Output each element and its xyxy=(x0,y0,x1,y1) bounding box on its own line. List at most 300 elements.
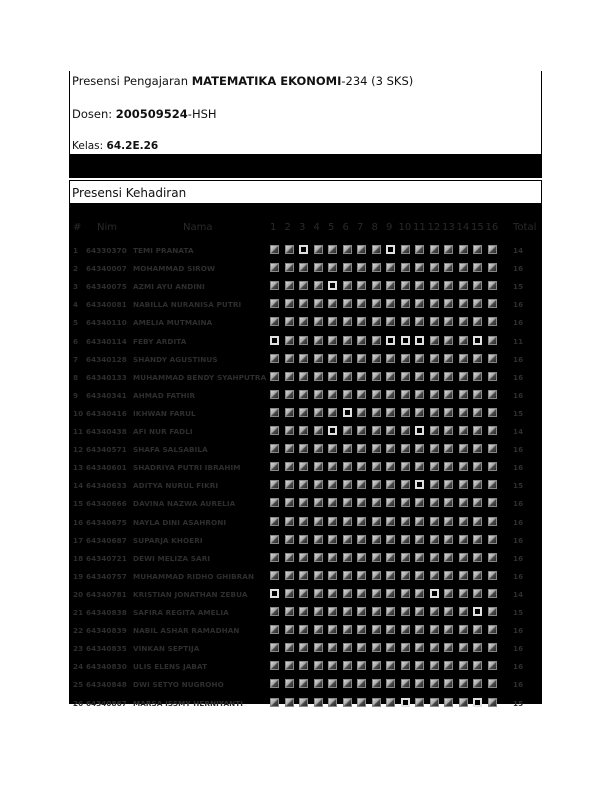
student-nim: 64340341 xyxy=(86,390,127,400)
attendance-box-present xyxy=(459,698,468,707)
row-number: 18 xyxy=(73,553,84,563)
lecturer-line xyxy=(72,107,217,121)
attendance-box-present xyxy=(343,517,352,526)
attendance-box-present xyxy=(299,571,308,580)
student-nim: 64340007 xyxy=(86,264,127,274)
lecturer-id: 200509524 xyxy=(115,107,188,121)
attendance-box-present xyxy=(285,535,294,544)
attendance-box-present xyxy=(285,372,294,381)
attendance-box-present xyxy=(401,661,410,670)
attendance-box-present xyxy=(357,426,366,435)
attendance-box-present xyxy=(270,607,279,616)
row-number: 9 xyxy=(73,390,79,400)
attendance-box-present xyxy=(415,698,424,707)
attendance-box-present xyxy=(444,245,453,254)
student-total: 14 xyxy=(513,427,524,436)
student-name: ADITYA NURUL FIKRI xyxy=(133,481,219,491)
attendance-box-present xyxy=(328,571,337,580)
attendance-box-present xyxy=(488,480,497,489)
student-nim: 64340416 xyxy=(86,408,127,418)
attendance-box-present xyxy=(459,390,468,399)
attendance-box-present xyxy=(343,698,352,707)
attendance-box-present xyxy=(343,661,352,670)
attendance-box-present xyxy=(314,462,323,471)
attendance-box-present xyxy=(430,480,439,489)
attendance-box-present xyxy=(430,498,439,507)
attendance-box-present xyxy=(299,354,308,363)
table-row xyxy=(69,676,542,694)
attendance-box-present xyxy=(357,625,366,634)
attendance-box-present xyxy=(444,661,453,670)
attendance-box-present xyxy=(285,571,294,580)
row-number: 3 xyxy=(73,282,79,292)
attendance-box-present xyxy=(328,679,337,688)
attendance-box-present xyxy=(270,679,279,688)
col-header-session-11: 11 xyxy=(413,222,426,233)
attendance-box-present xyxy=(299,553,308,562)
student-total: 16 xyxy=(513,372,524,382)
attendance-box-present xyxy=(459,553,468,562)
attendance-box-present xyxy=(401,281,410,290)
student-nim: 64340867 xyxy=(86,698,127,708)
attendance-box-present xyxy=(444,480,453,489)
attendance-box-present xyxy=(415,498,424,507)
attendance-box-present xyxy=(328,553,337,562)
attendance-box-present xyxy=(328,245,337,254)
student-nim: 64340838 xyxy=(86,608,127,617)
attendance-box-present xyxy=(285,336,294,345)
col-header-nim: Nim xyxy=(97,222,117,233)
attendance-box-present xyxy=(415,354,424,363)
attendance-box-present xyxy=(314,372,323,381)
attendance-box-present xyxy=(401,625,410,634)
attendance-box-present xyxy=(270,281,279,290)
table-row xyxy=(69,568,542,586)
attendance-box-present xyxy=(314,299,323,308)
class-code: 64.2E.26 xyxy=(106,140,159,152)
attendance-box-present xyxy=(473,498,482,507)
attendance-box-present xyxy=(444,462,453,471)
attendance-box-present xyxy=(459,372,468,381)
attendance-box-present xyxy=(401,444,410,453)
attendance-box-present xyxy=(357,263,366,272)
attendance-box-absent xyxy=(415,336,424,345)
attendance-box-present xyxy=(314,317,323,326)
attendance-box-present xyxy=(314,245,323,254)
attendance-box-present xyxy=(444,390,453,399)
attendance-box-present xyxy=(270,462,279,471)
attendance-box-present xyxy=(488,426,497,435)
attendance-box-present xyxy=(473,517,482,526)
col-header-session-3: 3 xyxy=(299,222,306,233)
attendance-box-present xyxy=(415,281,424,290)
attendance-box-present xyxy=(473,462,482,471)
attendance-box-present xyxy=(285,625,294,634)
table-row xyxy=(69,260,542,278)
attendance-box-present xyxy=(328,607,337,616)
student-nim: 64340830 xyxy=(86,662,127,672)
col-header-session-9: 9 xyxy=(386,222,393,233)
attendance-box-present xyxy=(343,535,352,544)
attendance-box-present xyxy=(343,462,352,471)
attendance-box-present xyxy=(415,607,424,616)
attendance-box-present xyxy=(415,661,424,670)
student-nim: 64340633 xyxy=(86,481,127,491)
attendance-box-present xyxy=(299,517,308,526)
attendance-box-present xyxy=(386,535,395,544)
attendance-box-present xyxy=(299,698,308,707)
student-total: 16 xyxy=(513,300,524,310)
attendance-box-present xyxy=(430,408,439,417)
attendance-box-present xyxy=(328,625,337,634)
attendance-box-present xyxy=(401,679,410,688)
attendance-box-present xyxy=(343,498,352,507)
attendance-box-present xyxy=(372,589,381,598)
attendance-box-present xyxy=(473,390,482,399)
attendance-box-present xyxy=(430,317,439,326)
attendance-box-present xyxy=(386,317,395,326)
student-total: 16 xyxy=(513,535,524,545)
attendance-box-present xyxy=(459,480,468,489)
attendance-box-present xyxy=(459,408,468,417)
attendance-box-present xyxy=(386,299,395,308)
attendance-box-present xyxy=(357,679,366,688)
left-border xyxy=(69,71,70,154)
attendance-box-present xyxy=(357,480,366,489)
attendance-box-present xyxy=(386,372,395,381)
attendance-box-present xyxy=(328,661,337,670)
lecturer-label: Dosen: xyxy=(72,107,116,121)
attendance-box-present xyxy=(343,317,352,326)
attendance-box-present xyxy=(357,281,366,290)
attendance-box-present xyxy=(444,553,453,562)
table-row xyxy=(69,495,542,513)
attendance-box-present xyxy=(357,245,366,254)
student-name: IKHWAN FARUL xyxy=(133,408,196,418)
class-line xyxy=(72,140,158,152)
row-number: 22 xyxy=(73,626,84,636)
attendance-box-present xyxy=(386,498,395,507)
student-total: 16 xyxy=(513,626,524,636)
attendance-box-present xyxy=(401,571,410,580)
attendance-box-present xyxy=(314,263,323,272)
attendance-box-present xyxy=(473,408,482,417)
attendance-box-present xyxy=(444,535,453,544)
attendance-box-present xyxy=(488,698,497,707)
attendance-box-present xyxy=(328,517,337,526)
attendance-box-present xyxy=(270,354,279,363)
col-header-session-10: 10 xyxy=(398,222,412,233)
attendance-box-absent xyxy=(415,480,424,489)
attendance-box-present xyxy=(415,625,424,634)
attendance-box-present xyxy=(386,462,395,471)
attendance-box-present xyxy=(444,354,453,363)
col-header-session-2: 2 xyxy=(284,222,291,233)
student-nim: 64340110 xyxy=(86,318,127,328)
attendance-box-present xyxy=(372,263,381,272)
attendance-box-present xyxy=(444,589,453,598)
row-number: 13 xyxy=(73,463,84,473)
student-total: 16 xyxy=(513,318,524,328)
attendance-box-present xyxy=(430,372,439,381)
lecturer-suffix: -HSH xyxy=(187,107,217,121)
table-row xyxy=(69,459,542,477)
attendance-box-present xyxy=(401,299,410,308)
attendance-box-present xyxy=(386,607,395,616)
attendance-box-present xyxy=(488,589,497,598)
attendance-box-present xyxy=(459,317,468,326)
row-number: 6 xyxy=(73,336,79,346)
attendance-box-present xyxy=(328,336,337,345)
attendance-box-present xyxy=(386,553,395,562)
attendance-box-present xyxy=(386,426,395,435)
col-header-session-13: 13 xyxy=(442,222,455,233)
attendance-box-present xyxy=(444,698,453,707)
attendance-box-present xyxy=(299,462,308,471)
student-nim: 64340438 xyxy=(86,427,127,436)
table-row xyxy=(69,423,542,441)
student-total: 15 xyxy=(513,698,524,708)
attendance-box-present xyxy=(299,661,308,670)
row-number: 23 xyxy=(73,644,84,654)
attendance-box-present xyxy=(299,444,308,453)
student-total: 14 xyxy=(513,589,524,599)
attendance-table xyxy=(69,204,542,708)
attendance-box-present xyxy=(401,245,410,254)
attendance-box-absent xyxy=(328,281,337,290)
attendance-box-present xyxy=(459,517,468,526)
attendance-box-present xyxy=(459,571,468,580)
attendance-box-present xyxy=(372,517,381,526)
col-header-session-7: 7 xyxy=(357,222,364,233)
attendance-box-present xyxy=(473,643,482,652)
title-prefix: Presensi Pengajaran xyxy=(72,74,192,88)
attendance-box-present xyxy=(488,245,497,254)
attendance-box-present xyxy=(473,281,482,290)
attendance-box-present xyxy=(328,535,337,544)
attendance-box-present xyxy=(459,661,468,670)
attendance-box-present xyxy=(299,390,308,399)
attendance-box-present xyxy=(444,299,453,308)
header-divider-bar xyxy=(69,154,542,178)
attendance-box-present xyxy=(343,607,352,616)
attendance-box-present xyxy=(372,245,381,254)
course-suffix: -234 (3 SKS) xyxy=(341,74,414,88)
student-total: 14 xyxy=(513,246,524,255)
table-row xyxy=(69,441,542,459)
attendance-box-present xyxy=(488,498,497,507)
student-name: KRISTIAN JONATHAN ZEBUA xyxy=(133,589,248,599)
table-row xyxy=(69,604,542,622)
attendance-box-absent xyxy=(386,245,395,254)
attendance-box-present xyxy=(444,607,453,616)
attendance-box-present xyxy=(343,354,352,363)
attendance-box-present xyxy=(401,372,410,381)
attendance-box-present xyxy=(299,535,308,544)
attendance-box-present xyxy=(444,679,453,688)
attendance-box-present xyxy=(444,625,453,634)
attendance-box-present xyxy=(386,444,395,453)
attendance-box-present xyxy=(401,553,410,562)
attendance-box-present xyxy=(328,390,337,399)
attendance-box-present xyxy=(444,498,453,507)
attendance-box-present xyxy=(459,281,468,290)
attendance-box-present xyxy=(328,408,337,417)
attendance-box-present xyxy=(270,553,279,562)
attendance-box-present xyxy=(328,462,337,471)
attendance-box-present xyxy=(401,480,410,489)
course-title xyxy=(72,74,413,88)
attendance-box-present xyxy=(415,679,424,688)
attendance-box-present xyxy=(488,408,497,417)
attendance-box-present xyxy=(430,354,439,363)
student-total: 16 xyxy=(513,445,524,455)
attendance-box-present xyxy=(357,372,366,381)
attendance-box-present xyxy=(488,517,497,526)
attendance-box-present xyxy=(488,462,497,471)
attendance-box-present xyxy=(372,354,381,363)
attendance-box-present xyxy=(415,517,424,526)
attendance-box-present xyxy=(444,517,453,526)
attendance-box-absent xyxy=(401,698,410,707)
student-total: 16 xyxy=(513,571,524,581)
attendance-box-present xyxy=(270,372,279,381)
attendance-box-present xyxy=(401,426,410,435)
attendance-box-present xyxy=(415,372,424,381)
attendance-box-present xyxy=(285,553,294,562)
attendance-box-present xyxy=(444,571,453,580)
table-row xyxy=(69,550,542,568)
attendance-box-present xyxy=(270,263,279,272)
attendance-box-present xyxy=(372,498,381,507)
attendance-box-present xyxy=(459,263,468,272)
row-number: 21 xyxy=(73,608,84,617)
row-number: 1 xyxy=(73,246,79,255)
table-row xyxy=(69,622,542,640)
attendance-box-present xyxy=(372,299,381,308)
student-total: 16 xyxy=(513,553,524,563)
attendance-box-present xyxy=(314,498,323,507)
attendance-box-present xyxy=(314,354,323,363)
attendance-box-present xyxy=(415,299,424,308)
section-title: Presensi Kehadiran xyxy=(72,186,187,200)
table-row xyxy=(69,369,542,387)
attendance-box-present xyxy=(314,281,323,290)
attendance-box-present xyxy=(299,281,308,290)
row-number: 19 xyxy=(73,571,84,581)
col-header-total: Total xyxy=(513,222,537,233)
attendance-box-present xyxy=(285,408,294,417)
attendance-box-present xyxy=(285,263,294,272)
student-name: SHAFA SALSABILA xyxy=(133,445,208,455)
attendance-box-present xyxy=(430,553,439,562)
attendance-box-present xyxy=(357,498,366,507)
attendance-box-present xyxy=(430,281,439,290)
attendance-box-present xyxy=(401,462,410,471)
col-header-session-12: 12 xyxy=(427,222,441,233)
col-header-session-6: 6 xyxy=(342,222,349,233)
attendance-box-present xyxy=(270,444,279,453)
student-nim: 64340757 xyxy=(86,571,127,581)
attendance-box-present xyxy=(459,462,468,471)
student-nim: 64340601 xyxy=(86,463,127,473)
attendance-box-present xyxy=(372,444,381,453)
student-nim: 64340721 xyxy=(86,553,127,563)
row-number: 8 xyxy=(73,372,79,382)
attendance-box-absent xyxy=(270,336,279,345)
attendance-box-present xyxy=(444,426,453,435)
attendance-box-present xyxy=(343,553,352,562)
attendance-box-present xyxy=(430,535,439,544)
attendance-box-present xyxy=(386,661,395,670)
attendance-box-present xyxy=(285,390,294,399)
attendance-box-present xyxy=(444,444,453,453)
right-border xyxy=(541,71,542,154)
student-total: 16 xyxy=(513,390,524,400)
attendance-box-present xyxy=(430,444,439,453)
attendance-box-present xyxy=(415,245,424,254)
student-total: 15 xyxy=(513,282,524,292)
attendance-box-absent xyxy=(473,698,482,707)
table-row xyxy=(69,387,542,405)
row-number: 20 xyxy=(73,589,84,599)
student-nim: 64340114 xyxy=(86,336,127,346)
attendance-box-present xyxy=(459,336,468,345)
attendance-box-present xyxy=(285,444,294,453)
attendance-box-present xyxy=(401,317,410,326)
attendance-box-present xyxy=(473,299,482,308)
student-total: 16 xyxy=(513,499,524,509)
student-nim: 64340666 xyxy=(86,499,127,509)
attendance-box-present xyxy=(314,444,323,453)
student-total: 15 xyxy=(513,608,524,617)
student-name: SAFIRA REGITA AMELIA xyxy=(133,608,229,617)
attendance-box-present xyxy=(459,426,468,435)
attendance-box-present xyxy=(488,607,497,616)
row-number: 7 xyxy=(73,354,79,364)
table-row xyxy=(69,514,542,532)
student-total: 16 xyxy=(513,680,524,690)
attendance-box-present xyxy=(401,643,410,652)
attendance-box-present xyxy=(270,390,279,399)
row-number: 12 xyxy=(73,445,84,455)
attendance-box-present xyxy=(285,679,294,688)
attendance-box-present xyxy=(357,571,366,580)
attendance-box-present xyxy=(299,480,308,489)
attendance-box-present xyxy=(473,263,482,272)
attendance-box-present xyxy=(386,571,395,580)
attendance-box-present xyxy=(430,462,439,471)
attendance-box-present xyxy=(401,354,410,363)
attendance-box-present xyxy=(430,643,439,652)
attendance-box-present xyxy=(299,625,308,634)
table-row xyxy=(69,532,542,550)
attendance-box-present xyxy=(285,661,294,670)
student-name: MUHAMMAD RIDHO GHIBRAN xyxy=(133,571,255,581)
student-total: 15 xyxy=(513,408,524,418)
col-header-session-15: 15 xyxy=(471,222,484,233)
student-name: NABIL ASHAR RAMADHAN xyxy=(133,626,240,636)
student-name: SHADRIYA PUTRI IBRAHIM xyxy=(133,463,241,473)
attendance-box-present xyxy=(314,625,323,634)
attendance-box-present xyxy=(473,245,482,254)
attendance-box-present xyxy=(401,263,410,272)
attendance-box-present xyxy=(285,281,294,290)
attendance-box-present xyxy=(415,535,424,544)
attendance-box-present xyxy=(343,444,352,453)
attendance-box-present xyxy=(459,607,468,616)
attendance-box-present xyxy=(430,607,439,616)
